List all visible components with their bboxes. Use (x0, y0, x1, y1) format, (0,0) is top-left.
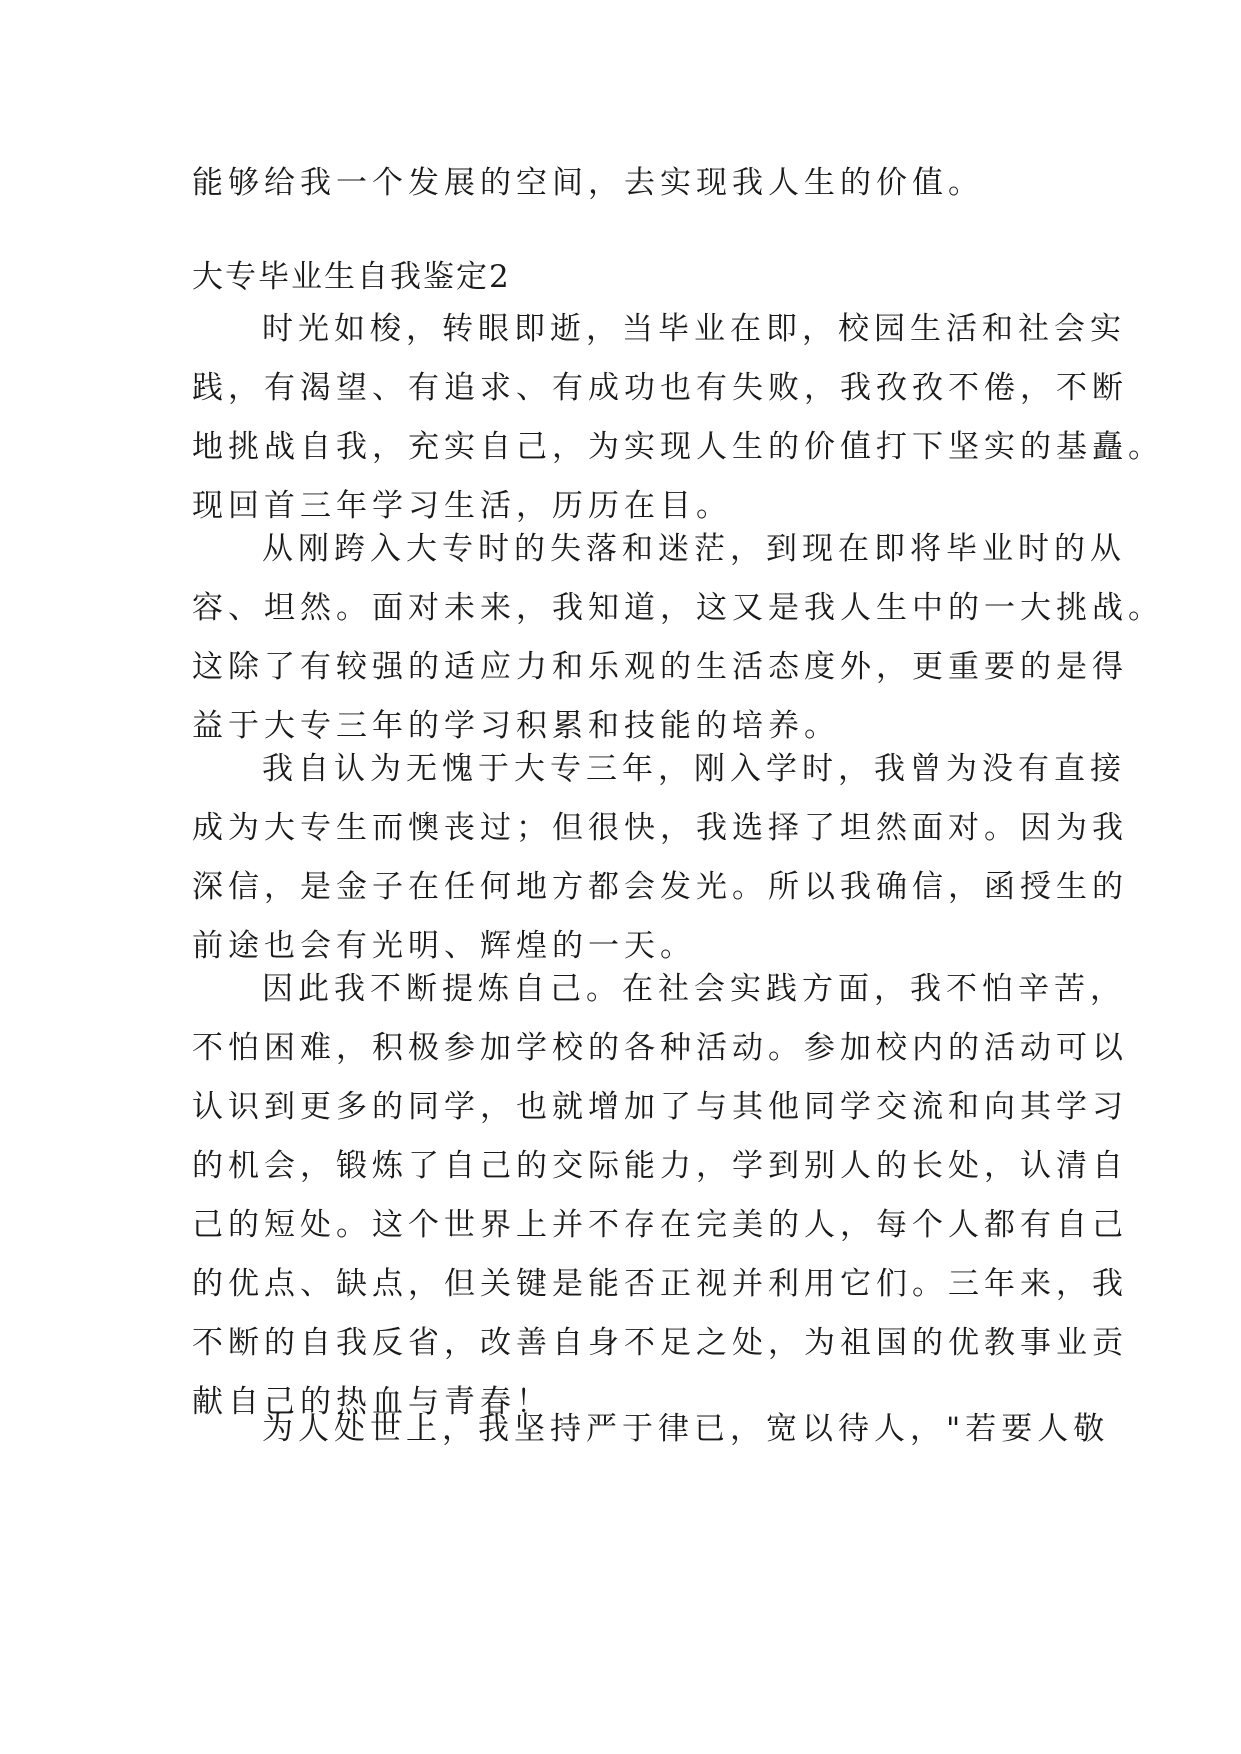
paragraph-line: 容、坦然。面对未来，我知道，这又是我人生中的一大挑战。 (192, 590, 1164, 626)
intro-paragraph (192, 154, 1052, 213)
paragraph-line: 时光如梭，转眼即逝，当毕业在即，校园生活和社会实 (262, 311, 1126, 347)
paragraph-line: 献自己的热血与青春！ (192, 1384, 552, 1420)
paragraph-line: 不断的自我反省，改善自身不足之处，为祖国的优教事业贡 (192, 1325, 1128, 1361)
paragraph-4 (192, 960, 1128, 1432)
section-title: 大专毕业生自我鉴定2 (192, 259, 511, 295)
paragraph-line: 从刚跨入大专时的失落和迷茫，到现在即将毕业时的从 (262, 531, 1126, 567)
paragraph-line: 成为大专生而懊丧过；但很快，我选择了坦然面对。因为我 (192, 810, 1128, 846)
paragraph-line: 现回首三年学习生活，历历在目。 (192, 488, 732, 524)
paragraph-line: 践，有渴望、有追求、有成功也有失败，我孜孜不倦，不断 (192, 370, 1128, 406)
paragraph-line: 这除了有较强的适应力和乐观的生活态度外，更重要的是得 (192, 649, 1128, 685)
paragraph-line: 深信，是金子在任何地方都会发光。所以我确信，函授生的 (192, 869, 1128, 905)
paragraph-1 (192, 300, 1164, 536)
paragraph-line: 的机会，锻炼了自己的交际能力，学到别人的长处，认清自 (192, 1148, 1128, 1184)
paragraph-line: 不怕困难，积极参加学校的各种活动。参加校内的活动可以 (192, 1030, 1128, 1066)
paragraph-line: 能够给我一个发展的空间，去实现我人生的价值。 (192, 165, 984, 201)
paragraph-line: 益于大专三年的学习积累和技能的培养。 (192, 708, 840, 744)
paragraph-line: 己的短处。这个世界上并不存在完美的人，每个人都有自己 (192, 1207, 1128, 1243)
paragraph-line: 我自认为无愧于大专三年，刚入学时，我曾为没有直接 (262, 751, 1126, 787)
paragraph-line: 认识到更多的同学，也就增加了与其他同学交流和向其学习 (192, 1089, 1128, 1125)
paragraph-line: 的优点、缺点，但关键是能否正视并利用它们。三年来，我 (192, 1266, 1128, 1302)
paragraph-line: 为人处世上，我坚持严于律已，宽以待人，"若要人敬 (262, 1411, 1110, 1447)
paragraph-3 (192, 740, 1128, 976)
paragraph-2 (192, 520, 1164, 756)
paragraph-line: 前途也会有光明、辉煌的一天。 (192, 928, 696, 964)
paragraph-line: 因此我不断提炼自己。在社会实践方面，我不怕辛苦， (262, 971, 1126, 1007)
paragraph-line: 地挑战自我，充实自己，为实现人生的价值打下坚实的基矗。 (192, 429, 1164, 465)
paragraph-5 (192, 1400, 1110, 1459)
